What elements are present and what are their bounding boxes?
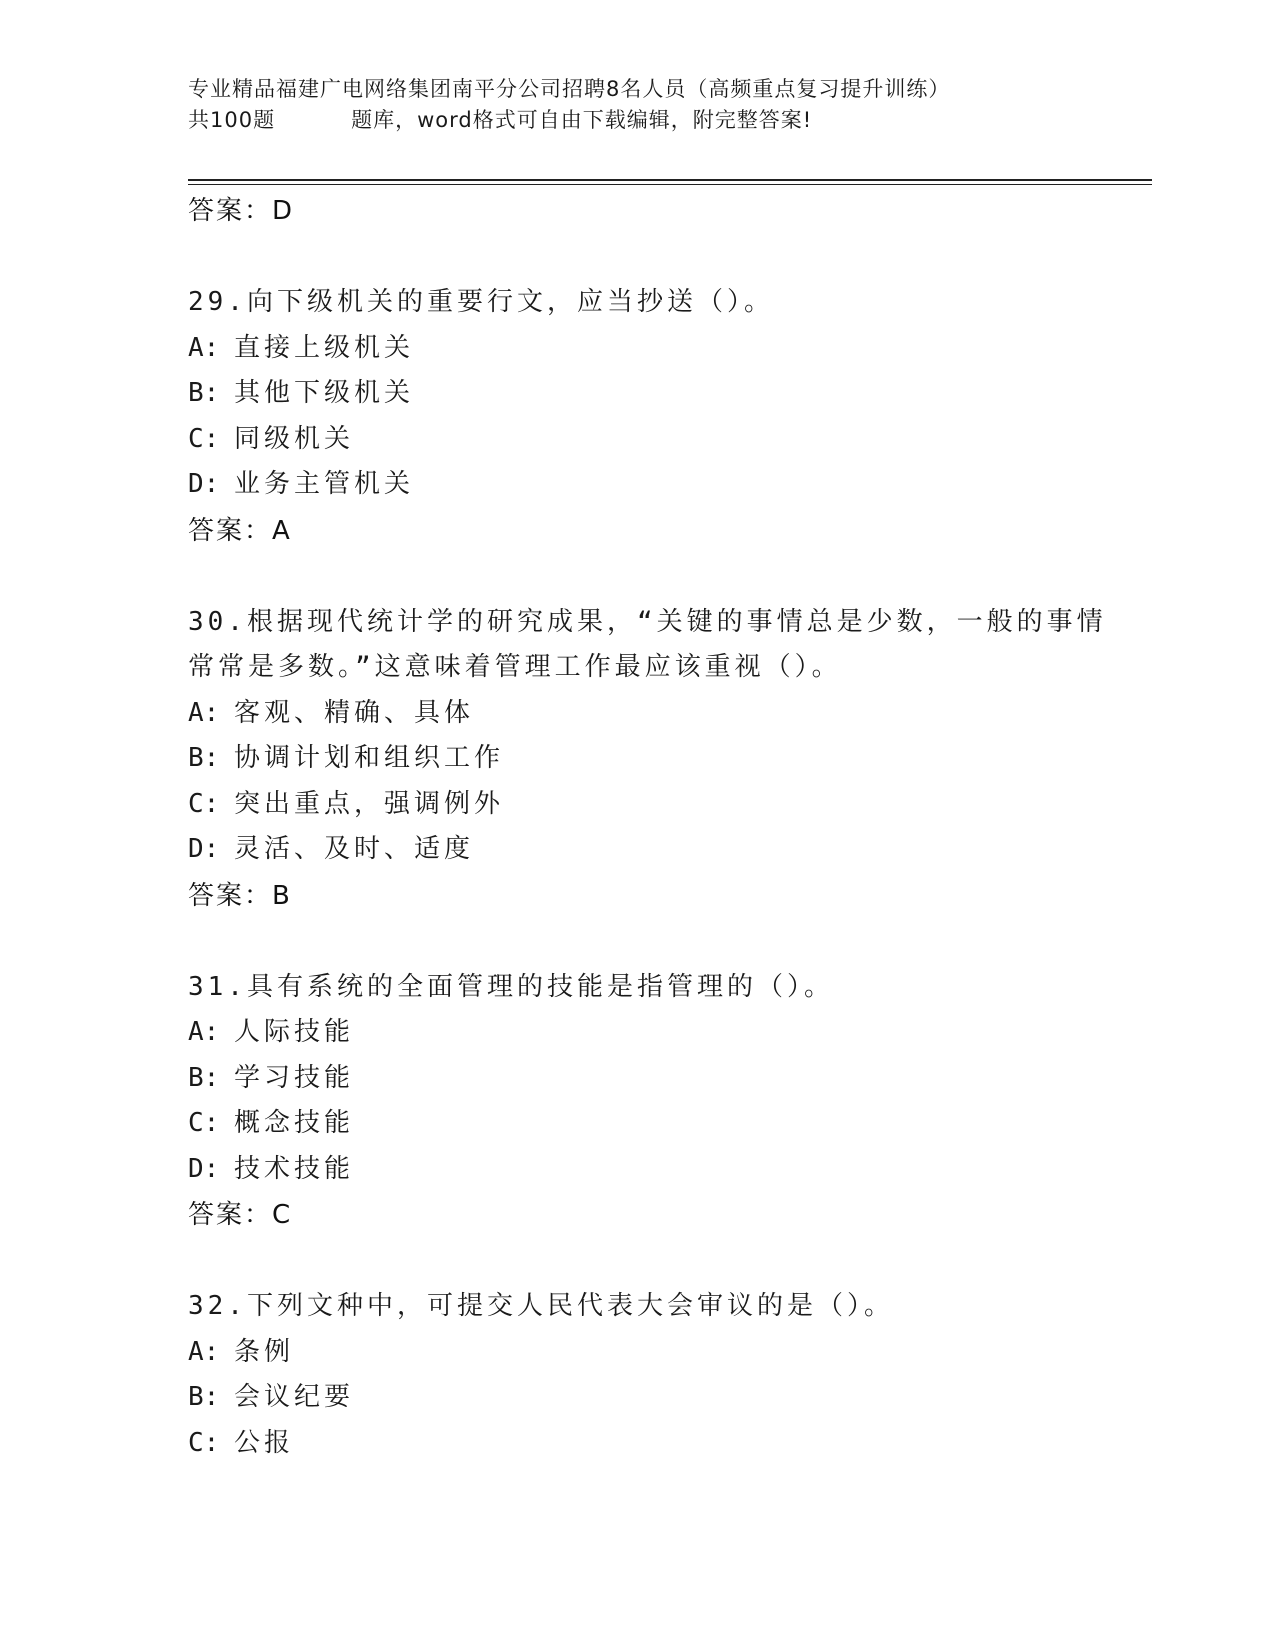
header-divider-thin: [188, 184, 1152, 185]
option-text: 人际技能: [234, 1017, 355, 1047]
option-key: A:: [188, 1336, 220, 1367]
answer-line: 答案：A: [188, 515, 292, 546]
option-text: 协调计划和组织工作: [234, 743, 505, 773]
header-subtitle: [188, 105, 1088, 136]
question-spacer: [188, 919, 1088, 965]
option-text: 条例: [234, 1336, 295, 1367]
option-key: C:: [188, 1108, 220, 1138]
option-item: [188, 1010, 1088, 1056]
question-text: 32.下列文种中，可提交人民代表大会审议的是（）。: [188, 1291, 894, 1321]
question-spacer: [188, 554, 1088, 600]
option-key: B:: [188, 378, 220, 408]
question-text: 29.向下级机关的重要行文，应当抄送（）。: [188, 287, 774, 317]
question-text: 31.具有系统的全面管理的技能是指管理的（）。: [188, 971, 834, 1002]
option-key: A:: [188, 697, 220, 728]
option-text: 灵活、及时、适度: [234, 834, 475, 864]
option-text: 概念技能: [234, 1108, 355, 1138]
option-text: 直接上级机关: [234, 332, 415, 363]
option-text: 学习技能: [234, 1062, 355, 1093]
question-block: [188, 965, 1088, 1239]
question-block: [188, 280, 1088, 554]
option-key: A:: [188, 332, 220, 363]
answer-line: 答案：C: [188, 1200, 293, 1230]
option-key: B:: [188, 1062, 220, 1093]
option-key: B:: [188, 743, 220, 773]
answer-line: 答案：D: [188, 196, 295, 226]
option-text: 突出重点，强调例外: [234, 788, 505, 819]
question-list: [188, 188, 1107, 1466]
header-title: 专业精品福建广电网络集团南平分公司招聘8名人员（高频重点复习提升训练）: [188, 77, 951, 101]
option-item: [188, 1056, 1088, 1102]
option-text: 客观、精确、具体: [234, 697, 475, 728]
option-item: [188, 326, 1088, 372]
option-item: [188, 462, 1088, 508]
option-item: [188, 782, 1088, 828]
option-key: A:: [188, 1017, 220, 1047]
option-key: C:: [188, 423, 220, 454]
question-spacer: [188, 234, 1088, 280]
header-description: 题库，word格式可自由下载编辑，附完整答案!: [351, 108, 813, 132]
option-text: 同级机关: [234, 423, 355, 454]
option-text: 业务主管机关: [234, 469, 415, 499]
question-text: 30.根据现代统计学的研究成果，“关键的事情总是少数，一般的事情: [188, 606, 1107, 637]
option-item: [188, 417, 1088, 463]
option-item: [188, 1330, 1088, 1376]
option-item: [188, 371, 1088, 417]
option-item: [188, 827, 1088, 873]
option-key: D:: [188, 834, 220, 864]
option-text: 技术技能: [234, 1153, 355, 1184]
option-text: 会议纪要: [234, 1382, 355, 1412]
option-item: [188, 691, 1088, 737]
answer-line: 答案：B: [188, 880, 292, 911]
question-block: [188, 1284, 1088, 1466]
questions-container: [188, 234, 1107, 1466]
header-divider-thick: [188, 179, 1152, 181]
option-text: 公报: [234, 1427, 295, 1458]
option-item: [188, 736, 1088, 782]
option-text: 其他下级机关: [234, 378, 415, 408]
question-block: [188, 600, 1107, 919]
option-item: [188, 1101, 1088, 1147]
option-key: D:: [188, 1153, 220, 1184]
option-key: C:: [188, 788, 220, 819]
question-spacer: [188, 1238, 1088, 1284]
option-item: [188, 1375, 1088, 1421]
option-key: D:: [188, 469, 220, 499]
option-item: [188, 1147, 1088, 1193]
document-header: [188, 74, 1088, 136]
option-key: C:: [188, 1427, 220, 1458]
option-item: [188, 1421, 1088, 1467]
option-key: B:: [188, 1382, 220, 1412]
header-question-count: 共100题: [188, 108, 276, 132]
question-text: 常常是多数。”这意味着管理工作最应该重视（）。: [188, 652, 842, 682]
